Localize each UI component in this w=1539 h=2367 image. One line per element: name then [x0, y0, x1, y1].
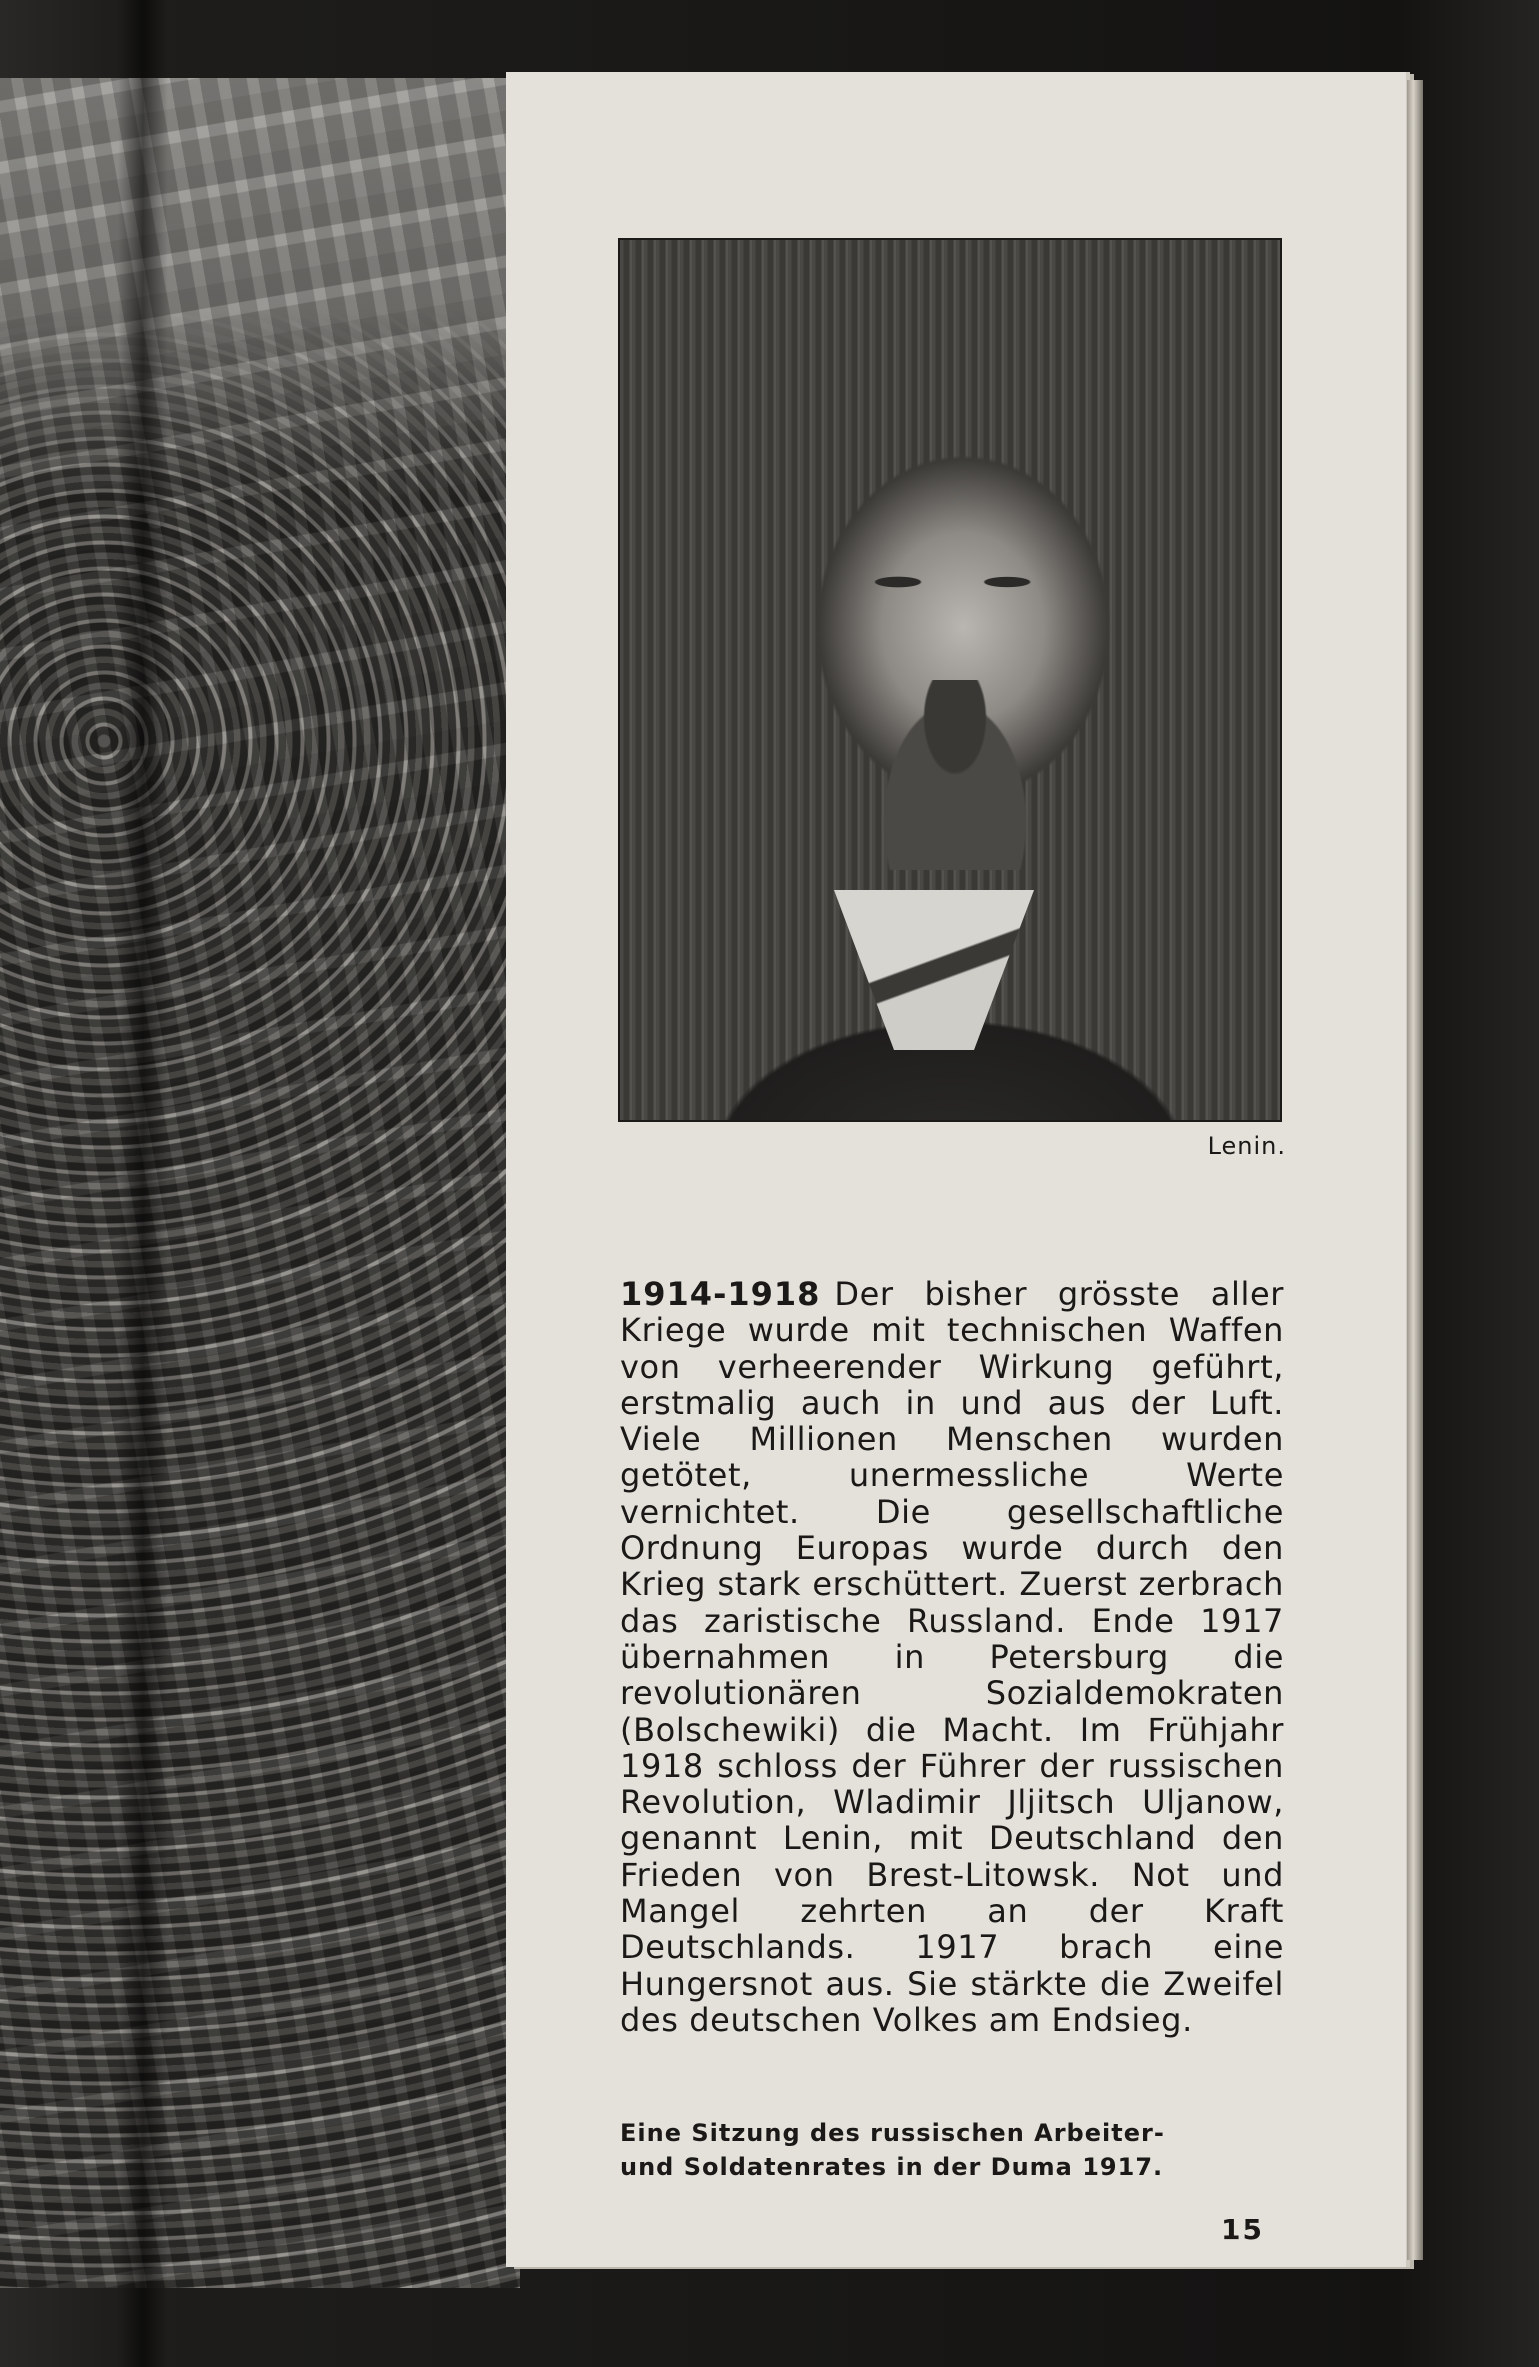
portrait-beard	[870, 680, 1040, 870]
page-number: 15	[1221, 2213, 1264, 2246]
photo-caption-line-1: Eine Sitzung des russischen Arbeiter-	[620, 2119, 1165, 2147]
body-paragraph	[620, 1276, 1284, 2038]
portrait-brow	[820, 540, 1080, 600]
book-page	[506, 72, 1406, 2267]
body-text: Der bisher grösste aller Kriege wurde mit technischen Waffen von verheerender Wirkung geführt, erstmalig auch in und aus der Luft. Viele Millionen Menschen wurden getötet, unermessliche Werte vernichtet. Die gesellschaftliche Ordnung Europas wurde durch den Krieg stark erschüttert. Zuerst zerbrach das zaristische Russland. Ende 1917 übernahmen in Petersburg die revolutionären Sozialdemokraten (Bolschewiki) die Macht. Im Frühjahr 1918 schloss der Führer der russischen Revolution, Wladimir Jljitsch Uljanow, genannt Lenin, mit Deutschland den Frieden von Brest-Litowsk. Not und Mangel zehrten an der Kraft Deutschlands. 1917 brach eine Hungersnot aus. Sie stärkte die Zweifel des deutschen Volkes am Endsieg.	[620, 1275, 1284, 2039]
photo-caption-line-2: und Soldatenrates in der Duma 1917.	[620, 2153, 1164, 2181]
book-binding	[118, 0, 168, 2367]
lenin-portrait	[618, 238, 1282, 1122]
portrait-caption: Lenin.	[1207, 1132, 1286, 1160]
duma-crowd-photo	[0, 78, 520, 2288]
years-heading: 1914-1918	[620, 1275, 821, 1313]
portrait-collar	[834, 890, 1034, 1050]
page-edge	[1407, 80, 1423, 2260]
photo-caption	[620, 2116, 1180, 2184]
